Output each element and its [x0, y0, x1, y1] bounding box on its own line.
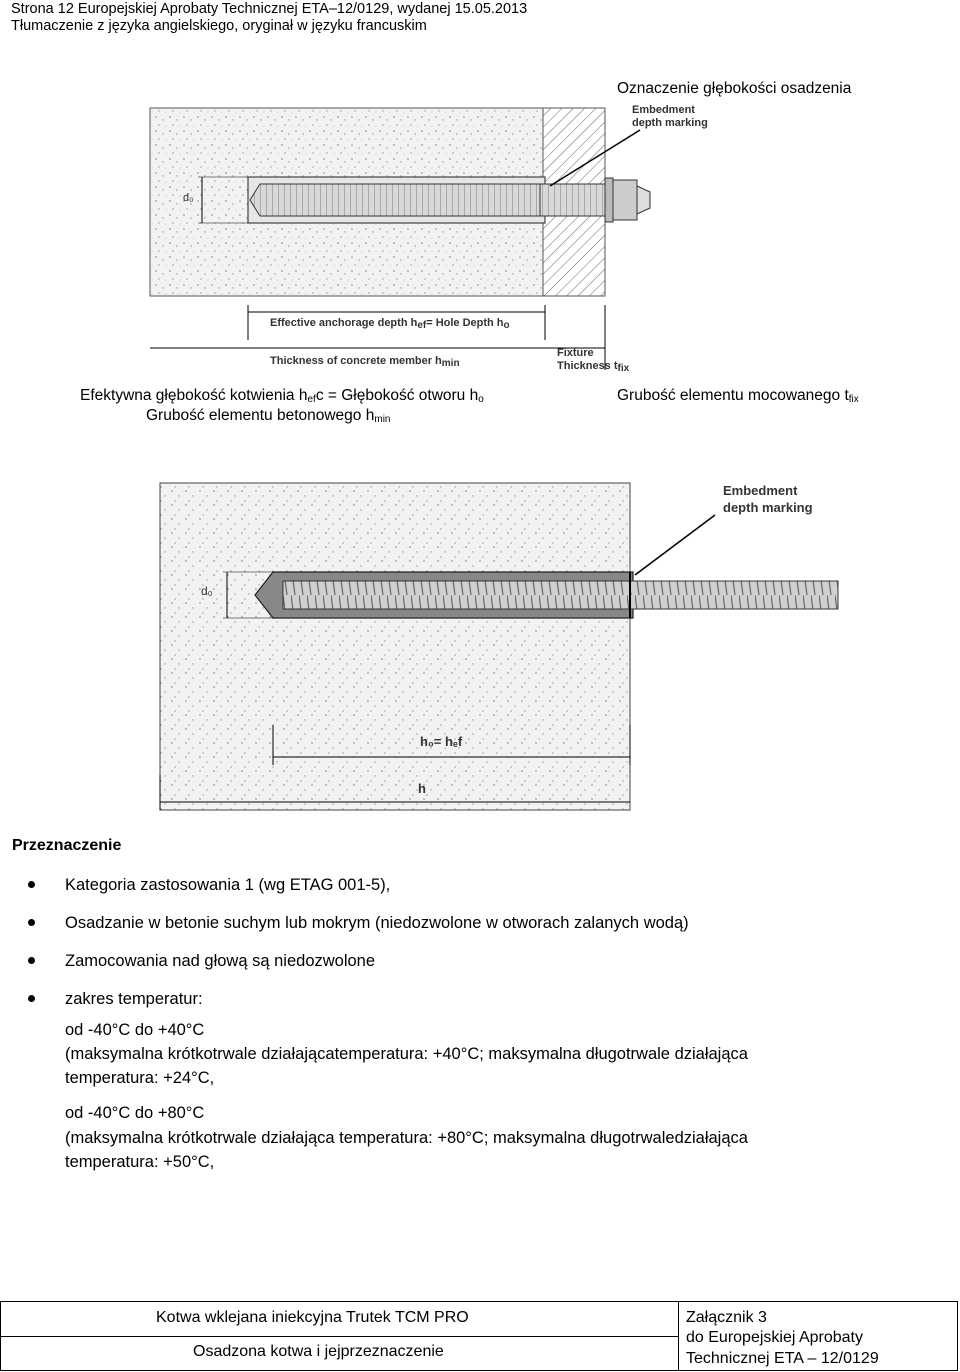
figure2-rebar-drawing [155, 475, 855, 815]
figure1-anchor-drawing [140, 100, 720, 380]
bullet-item: zakres temperatur: [28, 980, 689, 1018]
figure2-h0-hef-label: h₀= hₑf [420, 734, 463, 749]
bullet-item: Kategoria zastosowania 1 (wg ETAG 001-5), [28, 866, 689, 904]
temp-desc-2-line2: temperatura: +50°C, [65, 1153, 215, 1171]
figure1-effective-depth-label: Effective anchorage depth $h_{ef}=$ Hole Depth $h_o$ [270, 317, 510, 331]
footer-annex-line2: do Europejskiej Aprobaty [686, 1329, 863, 1346]
section-title: Przeznaczenie [12, 837, 122, 854]
bullet-icon [28, 957, 35, 964]
figure1-fixture-label: Fixture Thickness $t_{fix}$ [557, 347, 630, 374]
footer-annex: Załącznik 3 [686, 1309, 767, 1326]
figure1-caption-left-line2: Grubość elementu betonowego $h_{min}$ [146, 407, 391, 425]
figure2-h-label: h [418, 781, 426, 796]
footer-annex-line3: Technicznej ETA – 12/0129 [686, 1350, 879, 1367]
bullet-list [28, 866, 689, 1018]
bullet-item: Zamocowania nad głową są niedozwolone [28, 942, 689, 980]
footer-subtitle: Osadzona kotwa i jejprzeznaczenie [193, 1343, 444, 1360]
figure1-caption-marking: Oznaczenie głębokości osadzenia [617, 80, 852, 97]
temp-range-2: od -40°C do +80°C [65, 1104, 205, 1122]
figure2-d0-label: d₀ [201, 584, 213, 598]
figure2-marking-label: Embedment depth marking [723, 483, 813, 515]
page-header-line1: Strona 12 Europejskiej Aprobaty Technicznej ETA–12/0129, wydanej 15.05.2013 [11, 1, 528, 17]
page-header-line2: Tłumaczenie z języka angielskiego, oryginał w języku francuskim [11, 18, 427, 34]
footer-box [0, 1301, 958, 1371]
figure1-caption-left-line1: Efektywna głębokość kotwienia $h_{ef}c$ = Głębokość otworu $h_o$ [80, 387, 484, 405]
bullet-icon [28, 919, 35, 926]
bullet-item: Osadzanie w betonie suchym lub mokrym (niedozwolone w otworach zalanych wodą) [28, 904, 689, 942]
figure1-caption-right: Grubość elementu mocowanego $t_{fix}$ [617, 387, 859, 405]
temp-range-1: od -40°C do +40°C [65, 1021, 205, 1039]
figure1-d0-label: d₀ [183, 192, 194, 204]
temp-desc-1-line1: (maksymalna krótkotrwale działającatemperatura: +40°C; maksymalna długotrwale działająca [65, 1045, 748, 1063]
temp-desc-2-line1: (maksymalna krótkotrwale działająca temperatura: +80°C; maksymalna długotrwaledziałająca [65, 1129, 748, 1147]
figure1-marking-label: Embedment depth marking [632, 104, 708, 129]
temp-desc-1-line2: temperatura: +24°C, [65, 1069, 215, 1087]
bullet-icon [28, 995, 35, 1002]
footer-product: Kotwa wklejana iniekcyjna Trutek TCM PRO [156, 1309, 469, 1326]
footer-left-cell [1, 1302, 679, 1370]
figure1-thickness-label: Thickness of concrete member $h_{min}$ [270, 355, 460, 369]
bullet-icon [28, 881, 35, 888]
